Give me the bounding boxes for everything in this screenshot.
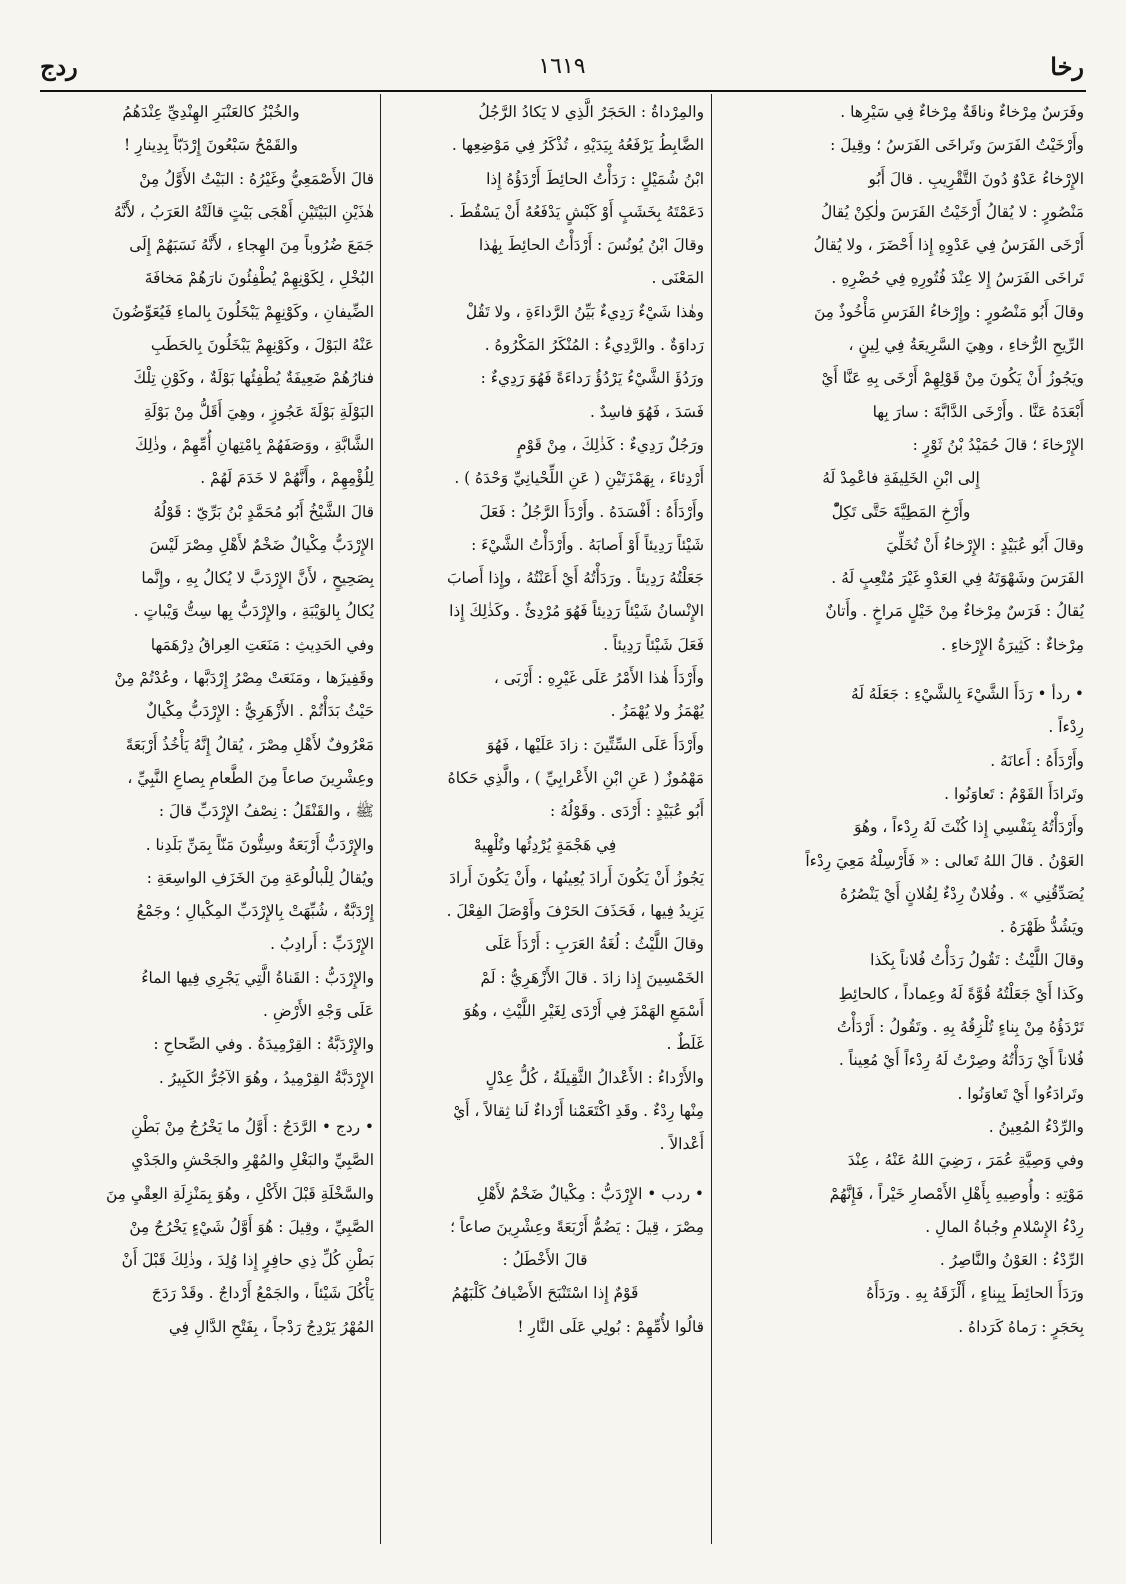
text-line: مَهْمُوزٌ ( عَنِ ابْنِ الأَعْرابِيِّ ) ، والَّذِي حَكاهُ	[447, 768, 704, 787]
text-line: حَيْثُ بَدَأْتُمْ . الأَزْهَرِيُّ : الإِرْدَبُّ مِكْيالٌ	[145, 702, 374, 721]
text-line: مَوْتِهِ : وأُوصِيهِ بِأَهْلِ الأَمْصارِ خَيْراً ، فَإِنَّهُمْ	[829, 1184, 1084, 1203]
entry-separator	[386, 1162, 704, 1178]
text-line: ويَشُدُّ ظَهْرَهُ .	[999, 918, 1084, 937]
text-line: أَرْدِئاءَ ، بِهَمْزَتَيْنِ ( عَنِ اللِّحْيانِيِّ وَحْدَهُ ) .	[454, 469, 704, 488]
text-line: • ردب • الإِرْدَبُّ : مِكْيالٌ ضَخْمٌ لأَهْلِ	[476, 1184, 704, 1203]
text-line: قالُوا لأُمِّهِمْ : بُولِي عَلَى النَّارِ !	[517, 1317, 704, 1336]
text-line: المَعْنَى .	[651, 269, 704, 288]
text-line: يُصَدِّقُنِي » . وفُلانٌ رِدْءٌ لِفُلانٍ أَيْ يَنْصُرُهُ	[839, 884, 1084, 903]
text-line: الخَمْسِينَ إِذا زادَ . قالَ الأَزْهَرِيُّ : لَمْ	[480, 968, 704, 987]
text-line: ويُقالُ لِلْبالُوعَةِ مِنَ الخَزَفِ الواسِعَةِ :	[146, 868, 374, 887]
text-line: جَعَلْتُهُ رَدِيئاً . ورَدَأْتُهُ أَيْ أَعَنْتُهُ ، وإِذا أَصابَ	[446, 569, 704, 588]
text-line: وفَرَسٌ مِرْخاءٌ وناقَةٌ مِرْخاءٌ فِي سَيْرِها .	[840, 103, 1084, 121]
text-line: والإِرْدَبُّ أَرْبَعَةٌ وسِتُّونَ مَنّاً بِمَنِّ بَلَدِنا .	[145, 835, 374, 854]
text-line: وأَرْخَيْتُ الفَرَسَ وتَراخَى الفَرَسُ ؛ وقِيلَ :	[830, 136, 1084, 155]
text-line: الضَّابِطُ يَرْفَعُهُ بِيَدَيْهِ ، تُذْكَرُ فِي مَوْضِعِها .	[451, 136, 704, 155]
text-line: والسَّخْلَةِ قَبْلَ الأَكْلِ ، وهُوَ بِمَنْزِلَةِ العِقْيِ مِنَ	[105, 1184, 374, 1203]
text-line: البُخْلِ ، لِكَوْنِهِمْ يُطْفِئُونَ نارَهُمْ مَخافَةَ	[144, 269, 374, 288]
text-line: عَنْهُ البَوْلَ ، وكَوْنِهِمْ يَبْخَلُونَ بِالحَطَبِ	[150, 336, 374, 355]
text-line: قالَ الأَصْمَعِيُّ وغَيْرُهُ : البَيْتُ الأَوَّلُ مِنْ	[139, 169, 374, 188]
text-line: الضِّيفانِ ، وكَوْنِهِمْ يَبْخَلُونَ بِالماءِ فَيُعَوِّضُونَ	[112, 302, 374, 321]
text-line: وأَرْدَأَهُ : أَفْسَدَهُ . وأَرْدَأَ الرَّجُلُ : فَعَلَ	[479, 502, 704, 521]
text-line: الشَّابَّةِ ، ووَصَفَهُمْ بِامْتِهانِ أُمِّهِمْ ، وذٰلِكَ	[134, 435, 374, 454]
text-column-left	[48, 96, 374, 1566]
text-line: ورَدُؤَ الشَّيْءُ يَرْدُؤُ رَداءَةً فَهُوَ رَدِيءٌ :	[480, 369, 704, 388]
text-line: رَداوَةٌ . والرَّدِيءُ : المُنْكَرُ المَكْرُوهُ .	[484, 336, 704, 355]
text-line: يَأْكُلَ شَيْئاً ، والجَمْعُ أَرْداجٌ . وقَدْ رَدَجَ	[151, 1284, 374, 1303]
text-line: فُلاناً أَيْ رَدَأْتُهُ وصِرْتُ لَهُ رِدْءاً أَيْ مُعِيناً .	[838, 1051, 1084, 1070]
text-line: وتَرادَءُوا أَيْ تَعاوَنُوا .	[957, 1084, 1084, 1103]
text-line: الرِّيحِ الرُّخاءِ ، وهِيَ السَّرِيعَةُ فِي لِينٍ ،	[848, 336, 1084, 355]
text-line: • ردج • الرَّدَجُ : أَوَّلُ ما يَخْرُجُ مِنْ بَطْنِ	[131, 1117, 374, 1136]
verse-line: قالَ الأَخْطَلُ :	[502, 1251, 588, 1270]
text-line: الإِرْدَبُّ مِكْيالٌ ضَخْمٌ لأَهْلِ مِصْرَ لَيْسَ	[149, 535, 374, 554]
text-line: رِدْءاً .	[1048, 718, 1084, 737]
text-line: العَوْنُ . قالَ اللهُ تَعالى : « فَأَرْسِلْهُ مَعِيَ رِدْءاً	[805, 851, 1084, 870]
text-line: وقالَ أَبُو عُبَيْدٍ : الإِرْخاءُ أَنْ تُخَلِّيَ	[886, 535, 1084, 554]
text-line: بَطْنِ كُلِّ ذِي حافِرٍ إِذا وُلِدَ ، وذٰلِكَ قَبْلَ أَنْ	[121, 1251, 374, 1270]
text-line: رِدْءُ الإِسْلامِ وجُباةُ المالِ .	[925, 1217, 1084, 1236]
page-number: ١٦١٩	[538, 54, 586, 79]
text-line: ﷺ ، والقَنْقَلُ : نِصْفُ الإِرْدَبِّ قالَ :	[158, 802, 374, 821]
header-rule	[40, 90, 1086, 92]
text-column-middle	[386, 96, 704, 1566]
text-line: أَرْخَى الفَرَسُ فِي عَدْوِهِ إِذا أَحْضَرَ ، ولا يُقالُ	[813, 236, 1084, 255]
text-line: البَوْلَةِ بَوْلَةَ عَجُوزٍ ، وهِيَ أَقَلُّ مِنْ بَوْلَةِ	[143, 402, 374, 421]
header-headword-right: رخا	[1050, 52, 1084, 81]
text-line: تَراخَى الفَرَسُ إِلا عِنْدَ فُتُورِهِ فِي حُضْرِهِ .	[831, 269, 1084, 288]
text-line: الإِرْخاءُ عَدْوٌ دُونَ التَّقْرِيبِ . قالَ أَبُو	[868, 169, 1084, 188]
text-line: وأَرْدَأْتُهُ بِنَفْسِي إِذا كُنْتَ لَهُ رِدْءاً ، وهُوَ	[853, 818, 1084, 837]
text-line: والمِرْداةُ : الحَجَرُ الَّذِي لا يَكادُ الرَّجُلُ	[478, 103, 704, 121]
text-line: ورَجُلٌ رَدِيءٌ : كَذٰلِكَ ، مِنْ قَوْمٍ	[517, 435, 704, 454]
text-line: الإِرْدَبَّةُ القِرْمِيدُ ، وهُوَ الآجُرُّ الكَبِيرُ .	[158, 1068, 374, 1087]
text-line: والأَرْداءُ : الأَعْدالُ الثَّقِيلَةُ ، كُلُّ عِدْلٍ	[485, 1068, 704, 1087]
text-line: دَعَمْتَهُ بِخَشَبٍ أَوْ كَبْشٍ يَدْفَعُهُ أَنْ يَسْقُطَ .	[449, 202, 704, 221]
entry-separator	[48, 1095, 374, 1111]
text-line: وقالَ ابْنُ يُونُسَ : أَرْدَأْتُ الحائِطَ بِهٰذا	[478, 236, 704, 255]
text-line: هٰذَيْنِ البَيْتَيْنِ أَهْجَى بَيْتٍ قالَتْهُ العَرَبُ ، لأَنَّهُ	[113, 202, 374, 221]
text-line: وقَفِيزَها ، ومَنَعَتْ مِصْرُ إِرْدَبَّها ، وعُدْتُمْ مِنْ	[114, 669, 374, 688]
column-divider	[380, 94, 381, 1544]
text-line: أَعْدالاً .	[659, 1135, 704, 1154]
text-line: وفي الحَدِيثِ : مَنَعَتِ العِراقُ دِرْهَمَها	[150, 635, 374, 654]
text-line: يَجُوزُ أَنْ يَكُونَ أَرادَ يُعِينُها ، وأَنْ يَكُونَ أَرادَ	[449, 868, 704, 887]
column-divider	[711, 94, 712, 1544]
text-line: الصَّبِيِّ ، وقِيلَ : هُوَ أَوَّلُ شَيْءٍ يَخْرُجُ مِنْ	[129, 1217, 374, 1236]
verse-line: فِي هَجْمَةٍ يُرْدِئُها وتُلْهِيهْ	[473, 835, 617, 854]
text-line: يُهْمَزُ ولا يُهْمَزُ .	[610, 702, 704, 721]
text-line: يُكالُ بِالوَيْبَةِ ، والإِرْدَبُّ بِها سِتُّ وَيْباتٍ .	[133, 602, 374, 621]
text-line: فَعَلَ شَيْئاً رَدِيئاً .	[603, 635, 704, 654]
text-line: يُقالُ : فَرَسٌ مِرْخاءٌ مِنْ خَيْلٍ مَراخٍ . وأَتانٌ	[825, 602, 1084, 621]
text-line: وقالَ أَبُو مَنْصُورٍ : وإِرْخاءُ الفَرَسِ مَأْخُوذٌ مِنَ	[813, 302, 1084, 321]
header-headword-left: ردج	[40, 52, 78, 81]
text-line: وأَرْدَأَ عَلَى السِّتِّينَ : زادَ عَلَيْها ، فَهُوَ	[486, 735, 704, 754]
text-line: أَسْمَعِ الهَمْزَ فِي أَرْدَى لِغَيْرِ اللَّيْثِ ، وهُوَ	[463, 1002, 704, 1021]
page-header	[40, 50, 1084, 88]
text-line: وأَرْدَأَهُ : أَعانَهُ .	[990, 751, 1084, 770]
text-line: مِنْها رِدْءٌ . وقَدِ اكْتَعَمْنا أَرْداءٌ لَنا ثِقالاً ، أَيْ	[453, 1101, 704, 1120]
text-line: الإِنْسانُ شَيْئاً رَدِيئاً فَهُوَ مُرْدِئٌ . وكَذٰلِكَ إِذا	[449, 602, 704, 621]
text-line: الإِرْخاءَ ؛ قالَ حُمَيْدُ بْنُ ثَوْرٍ :	[912, 435, 1084, 454]
text-line: الفَرَسَ وشَهْوَتَهُ فِي العَدْوِ غَيْرَ مُتْعِبٍ لَهُ .	[831, 569, 1084, 588]
text-line: بِحَجَرٍ : رَماهُ كَرَداهُ .	[958, 1317, 1084, 1336]
text-line: وأَرْدَأَ هٰذا الأَمْرُ عَلَى غَيْرِهِ : أَرْبَى ،	[493, 669, 704, 688]
text-line: • ردأ • رَدَأَ الشَّيْءَ بِالشَّيْءِ : جَعَلَهُ لَهُ	[850, 685, 1084, 704]
text-line: أَبْعَدَهُ عَنَّا . وأَرْخَى الدَّابَّةَ : سارَ بِها	[872, 402, 1084, 421]
text-line: مَعْرُوفٌ لأَهْلِ مِصْرَ ، يُقالُ إِنَّهُ يَأْخُذُ أَرْبَعَةً	[125, 735, 374, 754]
text-line: الإِرْدَبِّ : أَرادِبُ .	[270, 935, 374, 954]
text-line: مَنْصُورٍ : لا يُقالُ أَرْخَيْتُ الفَرَسَ ولٰكِنْ يُقالُ	[820, 202, 1084, 221]
text-line: والرِّدْءُ المُعِينُ .	[988, 1117, 1084, 1136]
text-line: المُهْرُ يَرْدِجُ رَدْجاً ، بِفَتْحِ الدَّالِ فِي	[168, 1317, 374, 1336]
text-line: والإِرْدَبَّةُ : القِرْمِيدَةُ . وفي الصِّحاحِ :	[153, 1035, 374, 1054]
text-line: غَلَطٌ .	[666, 1035, 704, 1054]
text-line: أَبُو عُبَيْدٍ : أَرْدَى . وقَوْلُهُ :	[550, 802, 704, 821]
verse-line: إِلى ابْنِ الخَلِيفَةِ فاعْمِدْ لَهُ	[822, 469, 980, 488]
text-line: وقالَ اللَّيْثُ : تَقُولُ رَدَأْتُ فُلاناً بِكَذا	[870, 951, 1084, 970]
text-line: والإِرْدَبُّ : القَناةُ الَّتِي يَجْرِي فِيها الماءُ	[141, 968, 374, 987]
text-line: تَرْدَؤُهُ مِنْ بِناءٍ تُلْزِقُهُ بِهِ . وتَقُولُ : أَرْدَأْتُ	[836, 1018, 1084, 1037]
entry-separator	[718, 662, 1084, 678]
text-line: فنارُهُمْ ضَعِيفَةٌ يُطْفِئُها بَوْلَةٌ ، وكَوْنِ تِلْكَ	[133, 369, 374, 388]
text-line: وهٰذا شَيْءٌ رَدِيءٌ بَيِّنُ الرَّداءَةِ ، ولا تَقُلْ	[465, 302, 704, 321]
text-line: شَيْئاً رَدِيئاً أَوْ أَصابَهُ . وأَرْدَأْتُ الشَّيْءَ :	[471, 535, 704, 554]
text-line: الصَّبِيِّ والبَغْلِ والمُهْرِ والجَحْشِ والجَدْيِ	[131, 1151, 374, 1170]
text-line: الرِّدْءُ : العَوْنُ والنَّاصِرُ .	[939, 1251, 1084, 1270]
text-line: ورَدَأَ الحائِطَ بِبِناءٍ ، أَلْزَقَهُ بِهِ . ورَدَأَهُ	[866, 1284, 1084, 1303]
verse-line: والقَمْحُ سَبْعُونَ إِرْدَبّاً بِدِينارِ !	[124, 136, 298, 155]
text-line: وعِشْرِينَ صاعاً مِنَ الطَّعامِ بِصاعِ النَّبِيِّ ،	[127, 768, 374, 787]
text-line: مِرْخاءٌ : كَثِيرَةُ الإِرْخاءِ .	[941, 635, 1084, 654]
verse-line: وأَرْخِ المَطِيَّةَ حَتَّى تَكِلّْ	[831, 502, 971, 521]
text-line: ابْنُ شُمَيْلٍ : رَدَأْتُ الحائِطَ أَرْدَؤُهُ إِذا	[486, 169, 704, 188]
text-line: بِصَحِيحٍ ، لأَنَّ الإِرْدَبَّ لا يُكالُ بِهِ ، وإِنَّما	[141, 569, 374, 588]
text-line: ويَجُوزُ أَنْ يَكُونَ مِنْ قَوْلِهِمْ أَرْخَى بِهِ عَنَّا أَيْ	[821, 369, 1084, 388]
text-line: فَسَدَ ، فَهُوَ فاسِدٌ .	[589, 402, 704, 421]
text-line: جَمَعَ ضُرُوباً مِنَ الهِجاءِ ، لأَنَّهُ نَسَبَهُمْ إِلَى	[129, 236, 374, 255]
text-line: لِلُؤْمِهِمْ ، وأَنَّهُمْ لا خَدَمَ لَهُمْ .	[200, 469, 374, 488]
verse-line: والخُبْزُ كالعَنْبَرِ الهِنْدِيِّ عِنْدَهُمُ	[122, 103, 300, 121]
text-line: عَلَى وَجْهِ الأَرْضِ .	[263, 1002, 374, 1021]
text-line: مِصْرَ ، قِيلَ : يَضُمُّ أَرْبَعَةً وعِشْرِينَ صاعاً ؛	[450, 1217, 704, 1236]
text-column-right	[718, 96, 1084, 1566]
text-line: وقالَ اللَّيْثُ : لُغَةُ العَرَبِ : أَرْدَأَ عَلَى	[485, 935, 704, 954]
verse-line: قَوْمٌ إِذا اسْتَنْبَحَ الأَضْيافُ كَلْبَهُمُ	[451, 1284, 639, 1303]
text-line: قالَ الشَّيْخُ أَبُو مُحَمَّدٍ بْنُ بَرِّيّ : قَوْلُهُ	[153, 502, 374, 521]
text-line: وكَذا أَيْ جَعَلْتُهُ قُوَّةً لَهُ وعِماداً ، كالحائِطِ	[838, 984, 1084, 1003]
text-line: إِرْدَبَّةٌ ، شُبِّهَتْ بِالإِرْدَبِّ المِكْيالِ ؛ وجَمْعُ	[136, 902, 374, 921]
text-line: وتَرادَأَ القَوْمُ : تَعاوَنُوا .	[944, 784, 1084, 803]
text-line: وفي وَصِيَّةِ عُمَرَ ، رَضِيَ اللهُ عَنْهُ ، عِنْدَ	[847, 1151, 1084, 1170]
text-line: يَزِيدُ فِيها ، فَحَذَفَ الحَرْفَ وأَوْصَلَ الفِعْلَ .	[446, 902, 704, 921]
